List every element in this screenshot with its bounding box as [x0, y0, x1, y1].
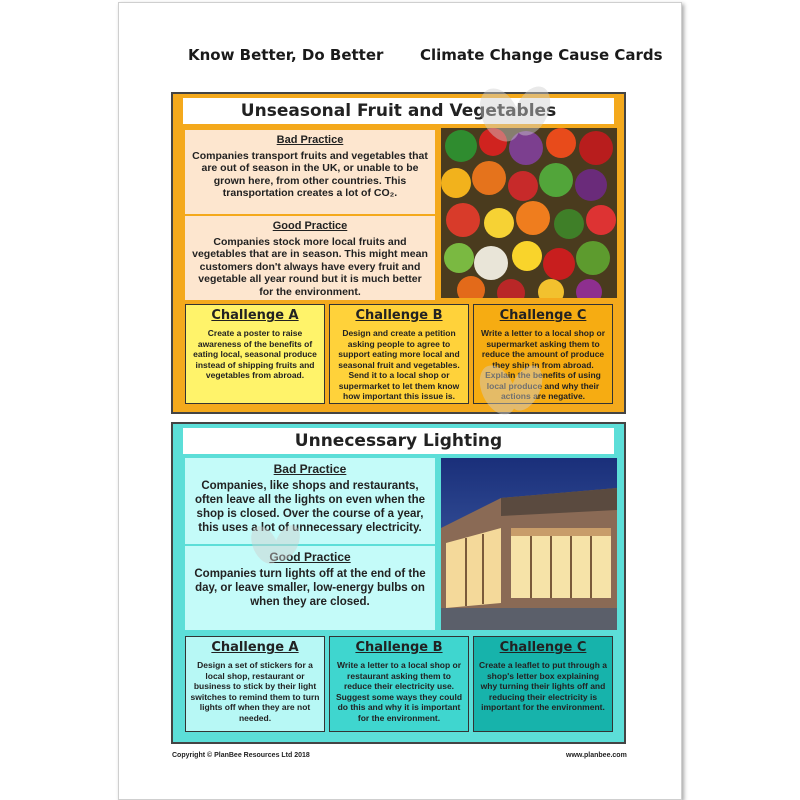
- challenge-b-box: [329, 636, 469, 732]
- challenge-c-text: Create a leaflet to put through a shop's letter box explaining why turning their lights off and reducing their electricity is important for the environment.: [479, 660, 607, 712]
- good-practice-text: Companies stock more local fruits and vegetables that are in season. This might mean customers don't always have every fruit and vegetable all year round but it is much better for the environment.: [192, 235, 428, 298]
- challenge-b-title: Challenge B: [355, 640, 443, 655]
- shop-photo-graphic: [441, 458, 617, 630]
- bad-practice-box: [185, 130, 435, 214]
- challenge-c-text: Write a letter to a local shop or supermarket asking them to reduce the amount of produce they ship in from abroad. Explain the benefits of using local produce and why their actions are negative.: [480, 328, 606, 401]
- good-practice-text: Companies turn lights off at the end of the day, or leave smaller, low-energy bulbs on when they are closed.: [194, 568, 426, 608]
- challenge-a-title: Challenge A: [211, 640, 299, 655]
- challenge-c-box: [473, 636, 613, 732]
- copyright-text: Copyright © PlanBee Resources Ltd 2018: [172, 752, 310, 759]
- card-unnecessary-lighting: [171, 422, 626, 744]
- bad-practice-title: Bad Practice: [276, 134, 344, 146]
- challenge-b-text: Write a letter to a local shop or restaurant asking them to reduce their electricity use. Suggest some ways they could do this and why it is important for the environment.: [335, 660, 463, 723]
- challenge-b-box: [329, 304, 469, 404]
- bad-practice-text: Companies transport fruits and vegetables that are out of season in the UK, or unable to be grown here, from other countries. This transportation creates a lot of CO₂.: [192, 149, 428, 199]
- good-practice-title: Good Practice: [269, 550, 351, 564]
- fruit-photo-graphic: [441, 128, 617, 298]
- challenge-a-text: Create a poster to raise awareness of the benefits of eating local, seasonal produce instead of shipping fruits and vegetables from abroad.: [193, 328, 317, 380]
- card-title: Unnecessary Lighting: [183, 428, 614, 454]
- challenge-c-title: Challenge C: [499, 308, 587, 323]
- good-practice-box: [185, 546, 435, 630]
- challenge-a-box: [185, 304, 325, 404]
- header-series-title: Know Better, Do Better: [188, 46, 384, 64]
- bee-wing-watermark-icon: [470, 85, 560, 145]
- bad-practice-box: [185, 458, 435, 544]
- fruit-vegetables-photo: [441, 128, 617, 298]
- good-practice-box: [185, 216, 435, 300]
- bee-wing-watermark-icon: [245, 520, 305, 570]
- card-title: Unseasonal Fruit and Vegetables: [183, 98, 614, 124]
- bad-practice-title: Bad Practice: [273, 462, 347, 476]
- bad-practice-text: Companies, like shops and restaurants, often leave all the lights on even when the shop is closed. Over the course of a year, this uses a lot of unnecessary electricity.: [194, 480, 426, 534]
- bee-wing-watermark-icon: [470, 360, 550, 420]
- website-link[interactable]: www.planbee.com: [566, 752, 627, 759]
- lit-shop-photo: [441, 458, 617, 630]
- challenge-a-text: Design a set of stickers for a local shop, restaurant or business to stick by their light switches to remind them to turn lights off when they are not needed.: [190, 660, 320, 723]
- challenge-b-title: Challenge B: [355, 308, 443, 323]
- challenge-b-text: Design and create a petition asking people to agree to support eating more local and seasonal fruit and vegetables. Send it to a local shop or supermarket to let them know how important this issue is.: [338, 328, 460, 401]
- challenge-a-title: Challenge A: [211, 308, 299, 323]
- good-practice-title: Good Practice: [272, 220, 348, 232]
- challenge-a-box: [185, 636, 325, 732]
- header-cards-title: Climate Change Cause Cards: [420, 46, 663, 64]
- challenge-c-title: Challenge C: [499, 640, 587, 655]
